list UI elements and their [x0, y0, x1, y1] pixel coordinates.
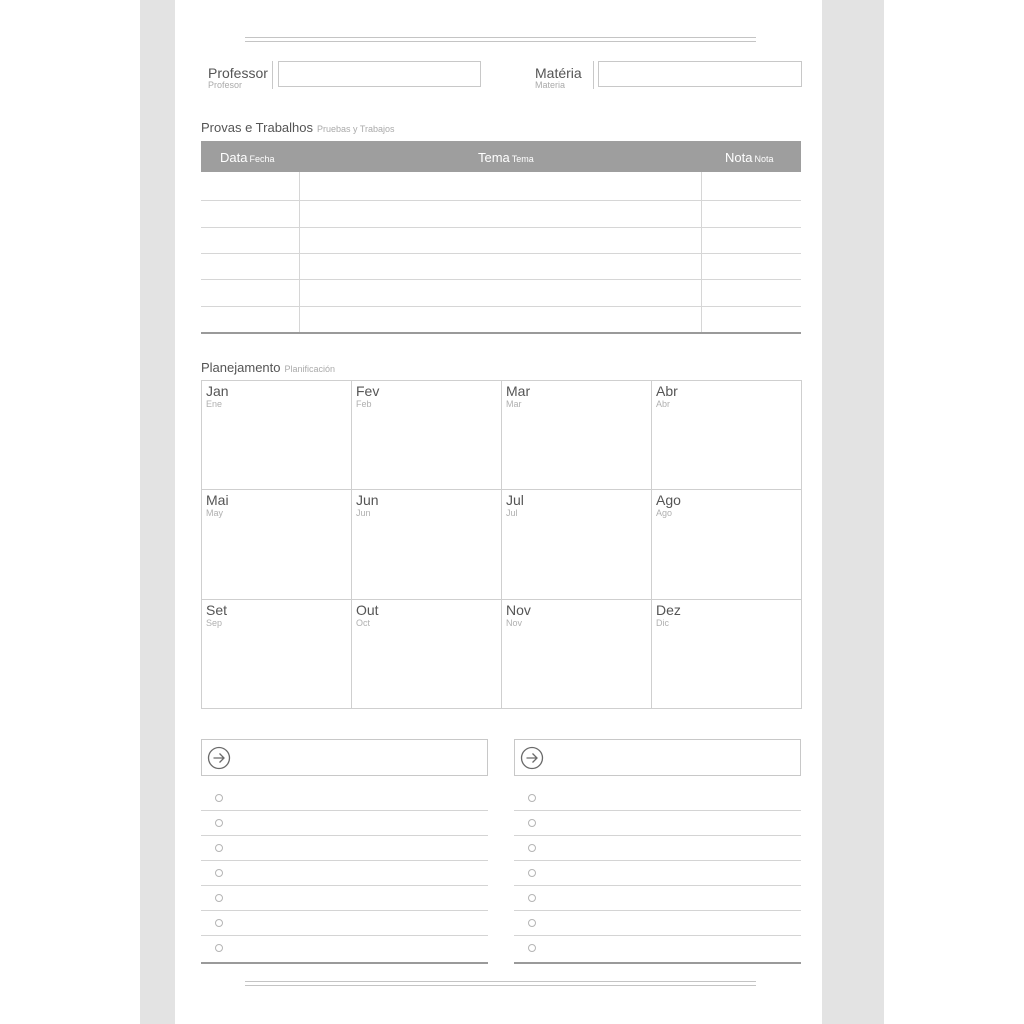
month-sub: Ene: [206, 399, 223, 409]
month-sub: Mar: [506, 399, 522, 409]
circle-bullet-icon[interactable]: [528, 869, 536, 877]
month-label: Fev: [356, 383, 380, 399]
month-label: Jan: [206, 383, 229, 399]
table-bottom-rule: [201, 332, 801, 334]
circle-bullet-icon[interactable]: [215, 794, 223, 802]
professor-label: [208, 66, 268, 90]
materia-label: [535, 66, 582, 90]
professor-separator: [272, 61, 273, 89]
table-row[interactable]: [201, 253, 801, 254]
exams-table-header: [201, 141, 801, 172]
month-label: Dez: [656, 601, 681, 618]
todo-list-right: [514, 786, 801, 964]
todo-list-left-header[interactable]: [201, 739, 488, 776]
month-label: Jun: [356, 492, 379, 509]
table-row[interactable]: [201, 279, 801, 280]
column-divider: [299, 172, 300, 333]
month-sub: Sep: [206, 617, 223, 628]
month-cell-may[interactable]: [202, 490, 352, 599]
list-item[interactable]: [201, 836, 488, 861]
circle-bullet-icon[interactable]: [215, 819, 223, 827]
column-topic: [478, 150, 534, 165]
month-sub: Dic: [656, 617, 669, 628]
circle-bullet-icon[interactable]: [528, 919, 536, 927]
circle-bullet-icon[interactable]: [528, 819, 536, 827]
list-item[interactable]: [201, 886, 488, 911]
table-row[interactable]: [201, 306, 801, 307]
circle-bullet-icon[interactable]: [528, 944, 536, 952]
month-cell-sep[interactable]: [202, 600, 352, 709]
list-item[interactable]: [201, 861, 488, 886]
month-grid: [201, 380, 802, 709]
month-label: Mai: [206, 492, 229, 509]
bottom-divider: [245, 981, 756, 986]
month-label: Nov: [506, 601, 531, 618]
todo-list-left: [201, 786, 488, 964]
exams-table-body: [201, 172, 801, 333]
column-divider: [701, 172, 702, 333]
exams-title: Provas e Trabalhos: [201, 120, 314, 135]
column-date-sub: Fecha: [249, 154, 275, 164]
exams-section-title: [201, 120, 395, 135]
month-sub: Abr: [656, 399, 671, 409]
month-label: Out: [356, 601, 379, 618]
professor-label-sub: Profesor: [208, 80, 243, 90]
planning-section-title: [201, 360, 335, 375]
list-item[interactable]: [201, 936, 488, 964]
column-grade: [725, 150, 773, 165]
month-cell-jul[interactable]: [502, 490, 652, 599]
month-cell-nov[interactable]: [502, 600, 652, 709]
circle-bullet-icon[interactable]: [528, 794, 536, 802]
exams-subtitle: Pruebas y Trabajos: [317, 124, 395, 134]
left-margin-strip: [140, 0, 175, 1024]
top-divider: [245, 37, 756, 42]
list-item[interactable]: [514, 936, 801, 964]
month-cell-mar[interactable]: [502, 381, 652, 490]
circle-bullet-icon[interactable]: [528, 894, 536, 902]
list-item[interactable]: [201, 811, 488, 836]
month-cell-jan[interactable]: [202, 381, 352, 490]
todo-list-right-header[interactable]: [514, 739, 801, 776]
month-label: Abr: [656, 383, 678, 399]
month-sub: Jul: [506, 508, 518, 519]
column-topic-label: Tema: [478, 150, 510, 165]
month-sub: Jun: [356, 508, 371, 519]
list-item[interactable]: [201, 911, 488, 936]
list-item[interactable]: [514, 911, 801, 936]
month-cell-feb[interactable]: [352, 381, 502, 490]
professor-field[interactable]: [278, 61, 481, 87]
circle-bullet-icon[interactable]: [215, 944, 223, 952]
table-row[interactable]: [201, 200, 801, 201]
circle-bullet-icon[interactable]: [215, 869, 223, 877]
month-label: Mar: [506, 383, 531, 399]
column-date: [220, 150, 274, 165]
month-sub: Nov: [506, 617, 523, 628]
month-cell-apr[interactable]: [652, 381, 802, 490]
month-sub: Feb: [356, 399, 372, 409]
month-cell-jun[interactable]: [352, 490, 502, 599]
planning-title: Planejamento: [201, 360, 281, 375]
list-item[interactable]: [514, 836, 801, 861]
materia-label-sub: Materia: [535, 80, 566, 90]
column-topic-sub: Tema: [511, 154, 534, 164]
month-label: Jul: [506, 492, 524, 509]
circle-bullet-icon[interactable]: [528, 844, 536, 852]
right-margin-strip: [822, 0, 884, 1024]
list-item[interactable]: [201, 786, 488, 811]
column-grade-label: Nota: [725, 150, 753, 165]
month-label: Set: [206, 601, 228, 618]
materia-separator: [593, 61, 594, 89]
table-row[interactable]: [201, 227, 801, 228]
month-cell-oct[interactable]: [352, 600, 502, 709]
circle-bullet-icon[interactable]: [215, 919, 223, 927]
professor-label-text: Professor: [208, 65, 268, 81]
materia-field[interactable]: [598, 61, 802, 87]
list-item[interactable]: [514, 886, 801, 911]
planning-subtitle: Planificación: [284, 364, 336, 374]
circle-bullet-icon[interactable]: [215, 844, 223, 852]
month-sub: Oct: [356, 617, 371, 628]
list-item[interactable]: [514, 786, 801, 811]
arrow-right-circle-icon: [520, 746, 544, 770]
month-label: Ago: [656, 492, 681, 509]
month-cell-dec[interactable]: [652, 600, 802, 709]
month-sub: May: [206, 508, 224, 519]
month-sub: Ago: [656, 508, 673, 519]
circle-bullet-icon[interactable]: [215, 894, 223, 902]
list-item[interactable]: [514, 811, 801, 836]
column-grade-sub: Nota: [754, 154, 774, 164]
month-cell-aug[interactable]: [652, 490, 802, 599]
materia-label-text: Matéria: [535, 65, 582, 81]
arrow-right-circle-icon: [207, 746, 231, 770]
column-date-label: Data: [220, 150, 248, 165]
list-item[interactable]: [514, 861, 801, 886]
